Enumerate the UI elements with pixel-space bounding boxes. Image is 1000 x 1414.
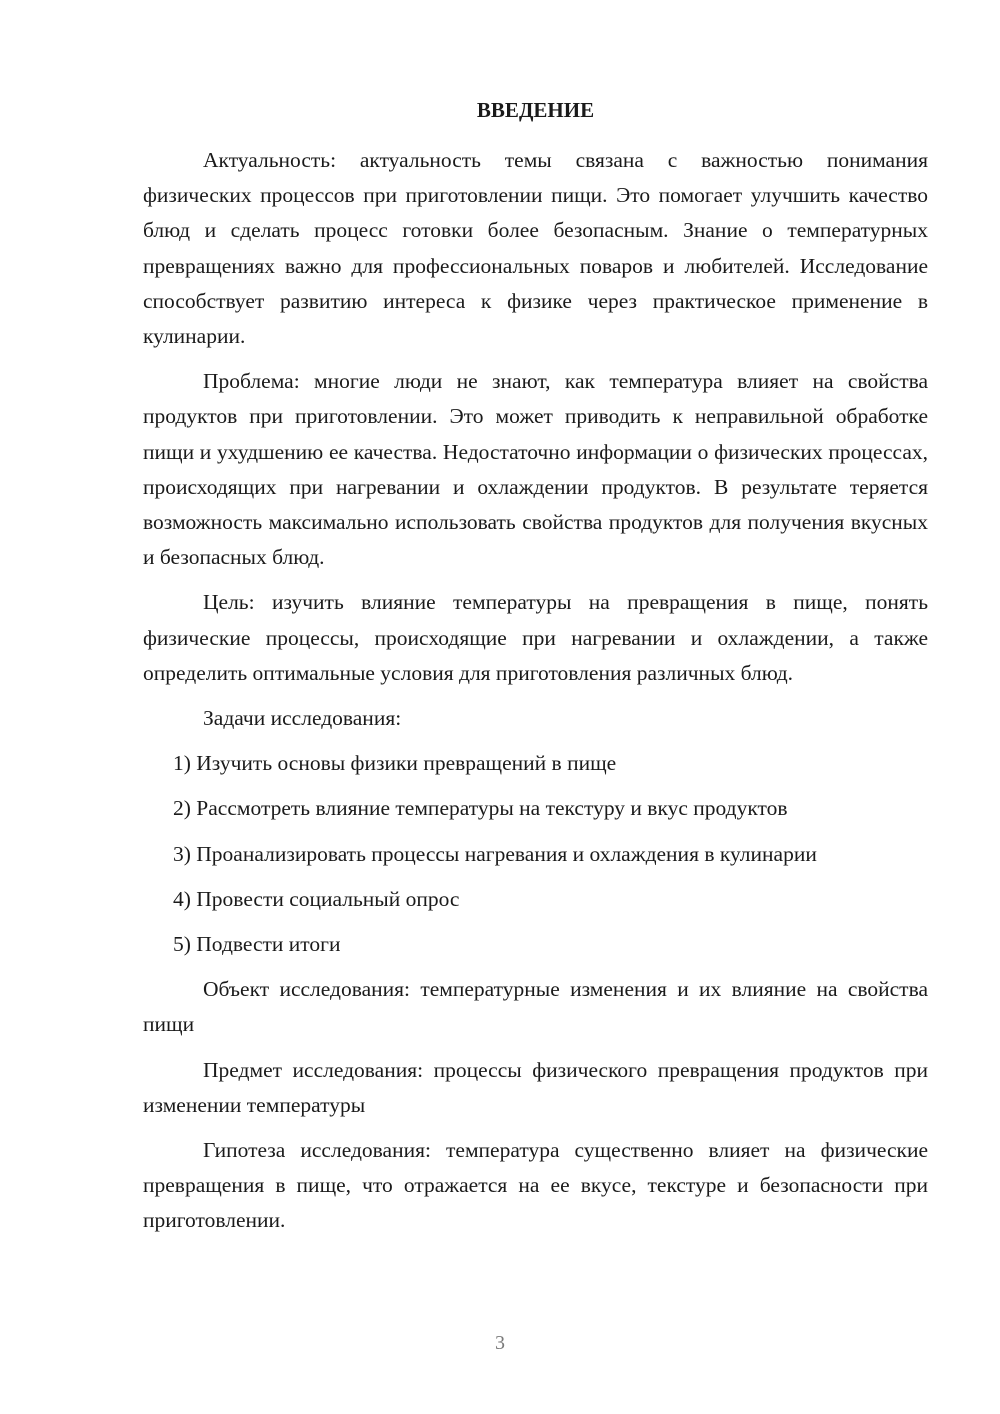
page-title: ВВЕДЕНИЕ [476, 98, 595, 122]
page-number: 3 [495, 1332, 505, 1354]
tasks-heading: Задачи исследования: [203, 706, 402, 731]
hypothesis-paragraph: Гипотеза исследования: температура существенно влияет на физические превращения в пище, что отражается на ее вкусе, текстуре и безопасности при приготовлении. [143, 1138, 928, 1233]
task-list [143, 746, 928, 962]
task-item: 2) Рассмотреть влияние температуры на текстуру и вкус продуктов [173, 796, 788, 821]
subject-paragraph: Предмет исследования: процессы физического превращения продуктов при изменении температуры [143, 1057, 928, 1117]
object-paragraph: Объект исследования: температурные изменения и их влияние на свойства пищи [143, 977, 928, 1037]
goal-paragraph: Цель: изучить влияние температуры на превращения в пище, понять физические процессы, происходящие при нагревании и охлаждении, а также определить оптимальные условия для приготовления различных блюд. [143, 590, 928, 685]
problem-paragraph: Проблема: многие люди не знают, как температура влияет на свойства продуктов при приготовлении. Это может приводить к неправильной обработке пищи и ухудшению ее качества. Недостаточно информации о физических процессах, происходящих при нагревании и охлаждении продуктов. В результате теряется возможность максимально использовать свойства продуктов для получения вкусных и безопасных блюд. [143, 369, 928, 570]
task-item: 4) Провести социальный опрос [173, 886, 460, 911]
document-page [143, 93, 928, 1249]
task-item: 5) Подвести итоги [173, 932, 341, 957]
task-item: 3) Проанализировать процессы нагревания и охлаждения в кулинарии [173, 841, 817, 866]
task-item: 1) Изучить основы физики превращений в пище [173, 751, 617, 776]
relevance-paragraph: Актуальность: актуальность темы связана с важностью понимания физических процессов при приготовлении пищи. Это помогает улучшить качество блюд и сделать процесс готовки более безопасным. Знание о температурных превращениях важно для профессиональных поваров и любителей. Исследование способствует развитию интереса к физике через практическое применение в кулинарии. [143, 148, 928, 349]
